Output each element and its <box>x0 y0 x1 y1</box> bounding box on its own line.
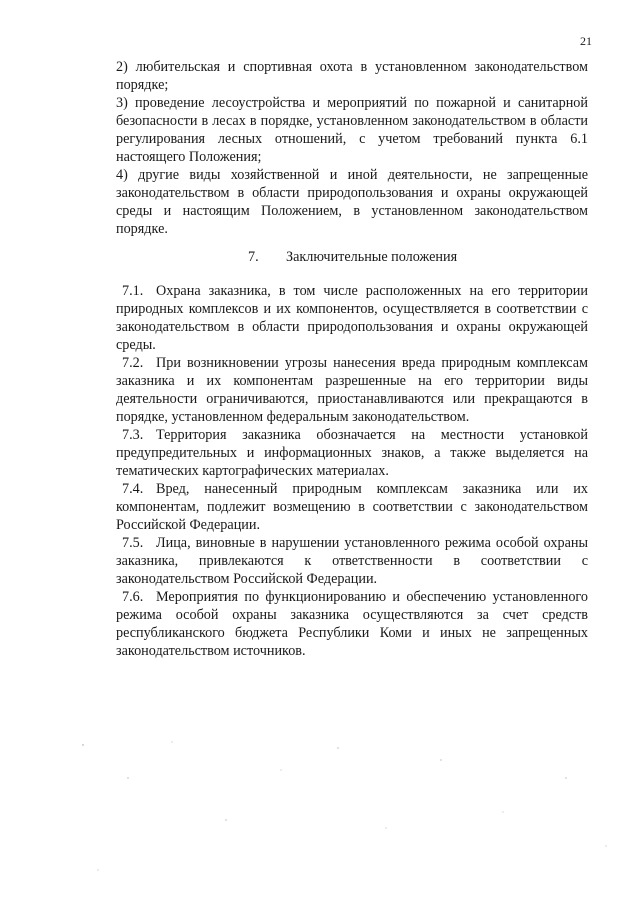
paragraph-text: Охрана заказника, в том числе расположенных на его территории природных комплексов и их компонентов, осуществляется в соответствии с законодательством в области природопользования и охраны окружающей среды. <box>116 283 588 353</box>
paragraph-number: 7.1. <box>122 283 144 299</box>
paragraph <box>116 534 588 588</box>
paragraph <box>116 588 588 660</box>
list-item: 2) любительская и спортивная охота в установленном законодательством порядке; <box>116 59 588 93</box>
paragraph <box>116 354 588 426</box>
list-item: 4) другие виды хозяйственной и иной деятельности, не запрещенные законодательством в области природопользования и охраны окружающей среды и настоящим Положением, в установленном законодательством порядке. <box>116 167 588 237</box>
paragraph <box>116 480 588 534</box>
paragraph-text: Лица, виновные в нарушении установленного режима особой охраны заказника, привлекаются к ответственности в соответствии с законодательством Российской Федерации. <box>116 535 588 587</box>
paragraph-text: Территория заказника обозначается на местности установкой предупредительных и информационных знаков, а также выделяется на тематических картографических материалах. <box>116 427 588 479</box>
paragraph <box>116 282 588 354</box>
page-number: 21 <box>580 34 592 48</box>
paragraph-text: При возникновении угрозы нанесения вреда природным комплексам заказника и их компонентам разрешенные на его территории виды деятельности ограничиваются, приостанавливаются или прекращаются в порядке, установленном федеральным законодательством. <box>116 355 588 425</box>
paragraph-number: 7.3. <box>122 427 144 443</box>
paragraph-number: 7.4. <box>122 481 144 497</box>
list-item: 3) проведение лесоустройства и мероприятий по пожарной и санитарной безопасности в лесах в порядке, установленном законодательством в области регулирования лесных отношений, с учетом требований пункта 6.1 настоящего Положения; <box>116 95 588 165</box>
paragraph-number: 7.5. <box>122 535 144 551</box>
section-title: Заключительные положения <box>286 249 458 265</box>
section-number: 7. <box>248 249 259 265</box>
paragraph-text: Мероприятия по функционированию и обеспечению установленного режима особой охраны заказника осуществляются за счет средств республиканского бюджета Республики Коми и иных не запрещенных законодательством источников. <box>116 589 588 659</box>
list-block <box>116 58 588 238</box>
paragraph-number: 7.2. <box>122 355 144 371</box>
paragraph-text: Вред, нанесенный природным комплексам заказника или их компонентам, подлежит возмещению в соответствии с законодательством Российской Федерации. <box>116 481 588 533</box>
paragraphs-block <box>116 282 588 660</box>
paragraph <box>116 426 588 480</box>
paragraph-number: 7.6. <box>122 589 144 605</box>
